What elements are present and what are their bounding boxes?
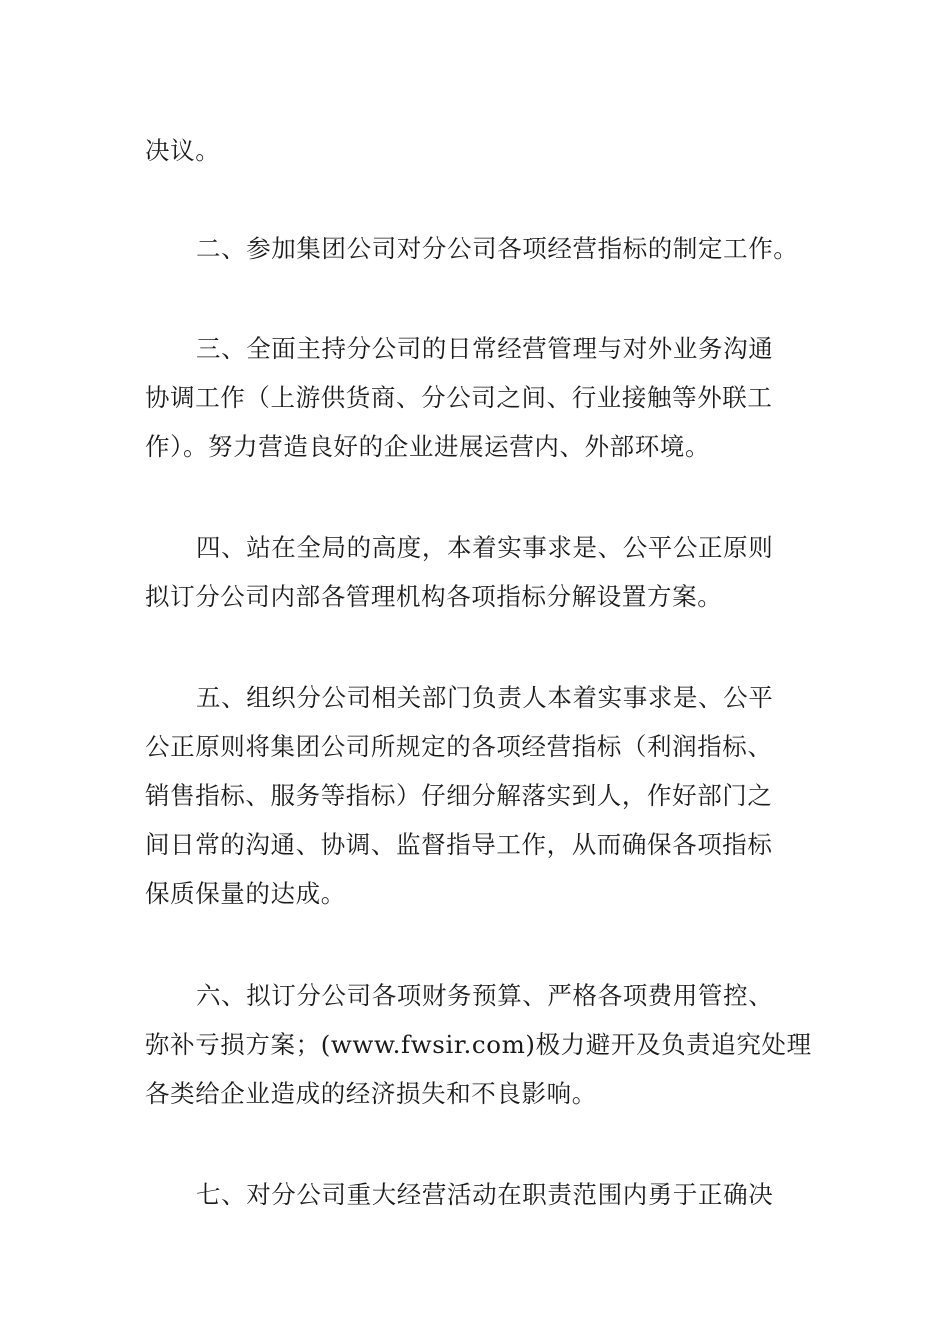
paragraph-1-line-1: 决议。	[145, 136, 221, 165]
paragraph-6-line-1: 六、拟订分公司各项财务预算、严格各项费用管控、	[196, 981, 774, 1010]
paragraph-7-line-1: 七、对分公司重大经营活动在职责范围内勇于正确决	[196, 1180, 774, 1209]
paragraph-5-line-5: 保质保量的达成。	[145, 879, 346, 908]
paragraph-5-line-4: 间日常的沟通、协调、监督指导工作，从而确保各项指标	[145, 830, 773, 859]
paragraph-2-line-1: 二、参加集团公司对分公司各项经营指标的制定工作。	[196, 234, 799, 263]
paragraph-6-line-3: 各类给企业造成的经济损失和不良影响。	[145, 1079, 597, 1108]
paragraph-4-line-1: 四、站在全局的高度，本着实事求是、公平公正原则	[196, 533, 774, 562]
paragraph-5-line-1: 五、组织分公司相关部门负责人本着实事求是、公平	[196, 683, 774, 712]
paragraph-3-line-3: 作）。努力营造良好的企业进展运营内、外部环境。	[145, 432, 711, 461]
paragraph-5-line-3: 销售指标、服务等指标）仔细分解落实到人，作好部门之	[145, 781, 773, 810]
paragraph-5-line-2: 公正原则将集团公司所规定的各项经营指标（利润指标、	[145, 732, 773, 761]
paragraph-3-line-2: 协调工作（上游供货商、分公司之间、行业接触等外联工	[145, 383, 773, 412]
paragraph-4-line-2: 拟订分公司内部各管理机构各项指标分解设置方案。	[145, 582, 723, 611]
paragraph-6-line-2: 弥补亏损方案；(www.fwsir.com)极力避开及负责追究处理	[145, 1030, 812, 1059]
paragraph-3-line-1: 三、全面主持分公司的日常经营管理与对外业务沟通	[196, 334, 774, 363]
